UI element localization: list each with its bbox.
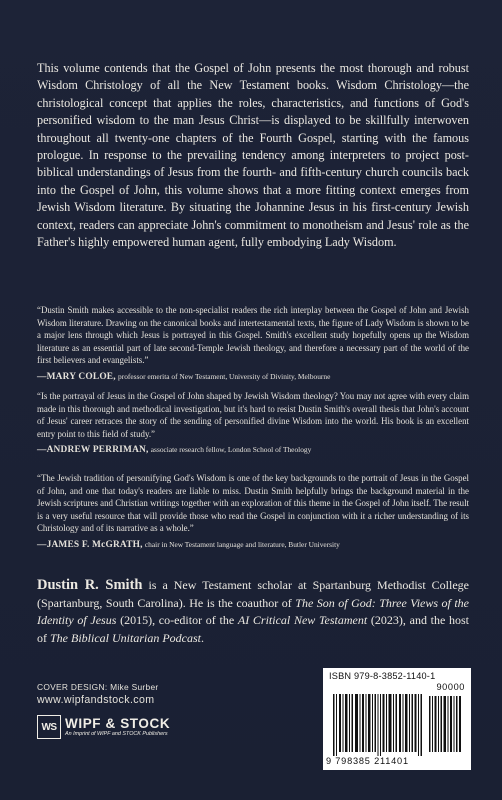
cover-design-credit: COVER DESIGN: Mike Surber — [37, 682, 159, 692]
publisher-url: www.wipfandstock.com — [37, 694, 155, 706]
endorser-name: —JAMES F. McGRATH, — [37, 539, 143, 550]
endorsement-attribution — [37, 370, 469, 384]
endorser-name: —ANDREW PERRIMAN, — [37, 445, 149, 455]
price-addon: 90000 — [436, 682, 465, 692]
bio-text: . — [201, 630, 204, 645]
credits — [37, 682, 159, 706]
endorser-role: associate research fellow, London School of Theology — [150, 445, 312, 454]
endorsement-text: “The Jewish tradition of personifying God's Wisdom is one of the key backgrounds to the portrait of Jesus in the Gospel of John, and one that today's readers are liable to miss. Dustin Smith helpfully brings the background material in the Jewish scriptures and Christian writings together with an exploration of this theme in the Gospel of John itself. The result is a very useful resource that will provide those who read the Gospel in conjunction with it a richer understanding of its Christology and of its narrative as a whole.” — [37, 473, 469, 533]
bio-text: (2023), and the host of — [37, 613, 470, 645]
author-name: Dustin R. Smith — [37, 577, 143, 593]
book-title-1: The Son of God: Three Views of the Identity of Jesus — [37, 595, 469, 628]
endorsement-text: “Dustin Smith makes accessible to the non-specialist readers the rich interplay between the Gospel of John and Jewish Wisdom literature. Drawing on the canonical books and intertestamental texts, the figure of Lady Wisdom is shown to be a major lens through which Jesus is portrayed in this Gospel. Smith's excellent study hopefully opens up the Wisdom literature as an essential part of late second-Temple Jewish theology, and therefore a necessary part of the world of the first believers and evangelists.” — [37, 305, 469, 365]
author-bio — [37, 577, 469, 647]
isbn-label: ISBN 979-8-3852-1140-1 — [329, 671, 436, 681]
endorsement-1 — [37, 304, 469, 383]
book-description: This volume contends that the Gospel of John presents the most thorough and robust Wisdom Christology of all the New Testament books. Wisdom Christology—the christological concept that applies the roles, characteristics, and functions of God's personified wisdom to the man Jesus Christ—is displayed to be skillfully interwoven throughout all twenty-one chapters of the Fourth Gospel, starting with the famous prologue. In response to the prevailing tendency among interpreters to project post-biblical understandings of Jesus from the fourth- and fifth-century church councils back into the Gospel of John, this volume shows that a more fitting context emerges from Jewish Wisdom literature. By situating the Johannine Jesus in his first-century Jewish context, readers can appreciate John's commitment to monotheism and Jesus' role as the Father's highly empowered human agent, fully embodying Lady Wisdom. — [37, 61, 469, 250]
publisher-logo-icon: WS — [37, 715, 61, 739]
barcode-number: 9 798385 211401 — [326, 756, 409, 766]
bio-text: is a New Testament scholar at Spartanburg Methodist College (Spartanburg, South Carolina). He is the coauthor of — [37, 578, 469, 610]
book-title-2: AI Critical New Testament — [237, 613, 368, 628]
publisher-block — [37, 713, 247, 741]
isbn-barcode — [323, 668, 471, 770]
publisher-text — [65, 717, 170, 738]
endorser-role: chair in New Testament language and literature, Butler University — [144, 539, 340, 549]
endorsement-2 — [37, 390, 469, 457]
publisher-name: WIPF & STOCK — [65, 715, 171, 731]
endorser-role: professor emerita of New Testament, University of Divinity, Melbourne — [118, 371, 331, 381]
podcast-title: The Biblical Unitarian Podcast — [50, 630, 201, 645]
endorsement-attribution — [37, 538, 469, 552]
publisher-tagline: An Imprint of WIPF and STOCK Publishers — [65, 730, 168, 737]
barcode-icon — [329, 682, 467, 756]
endorsement-text: “Is the portrayal of Jesus in the Gospel of John shaped by Jewish Wisdom theology? You may not agree with every claim made in this thorough and methodical investigation, but it's hard to resist Dustin Smith's overall thesis that John's account of Jesus' career retraces the story of the sending of personified divine Wisdom into the world. His book is an excellent entry point to this field of study.” — [37, 391, 469, 439]
endorsement-attribution — [37, 443, 469, 457]
endorsement-3 — [37, 472, 469, 551]
bio-text: (2015), co-editor of the — [116, 613, 238, 628]
endorser-name: —MARY COLOE, — [37, 371, 116, 382]
